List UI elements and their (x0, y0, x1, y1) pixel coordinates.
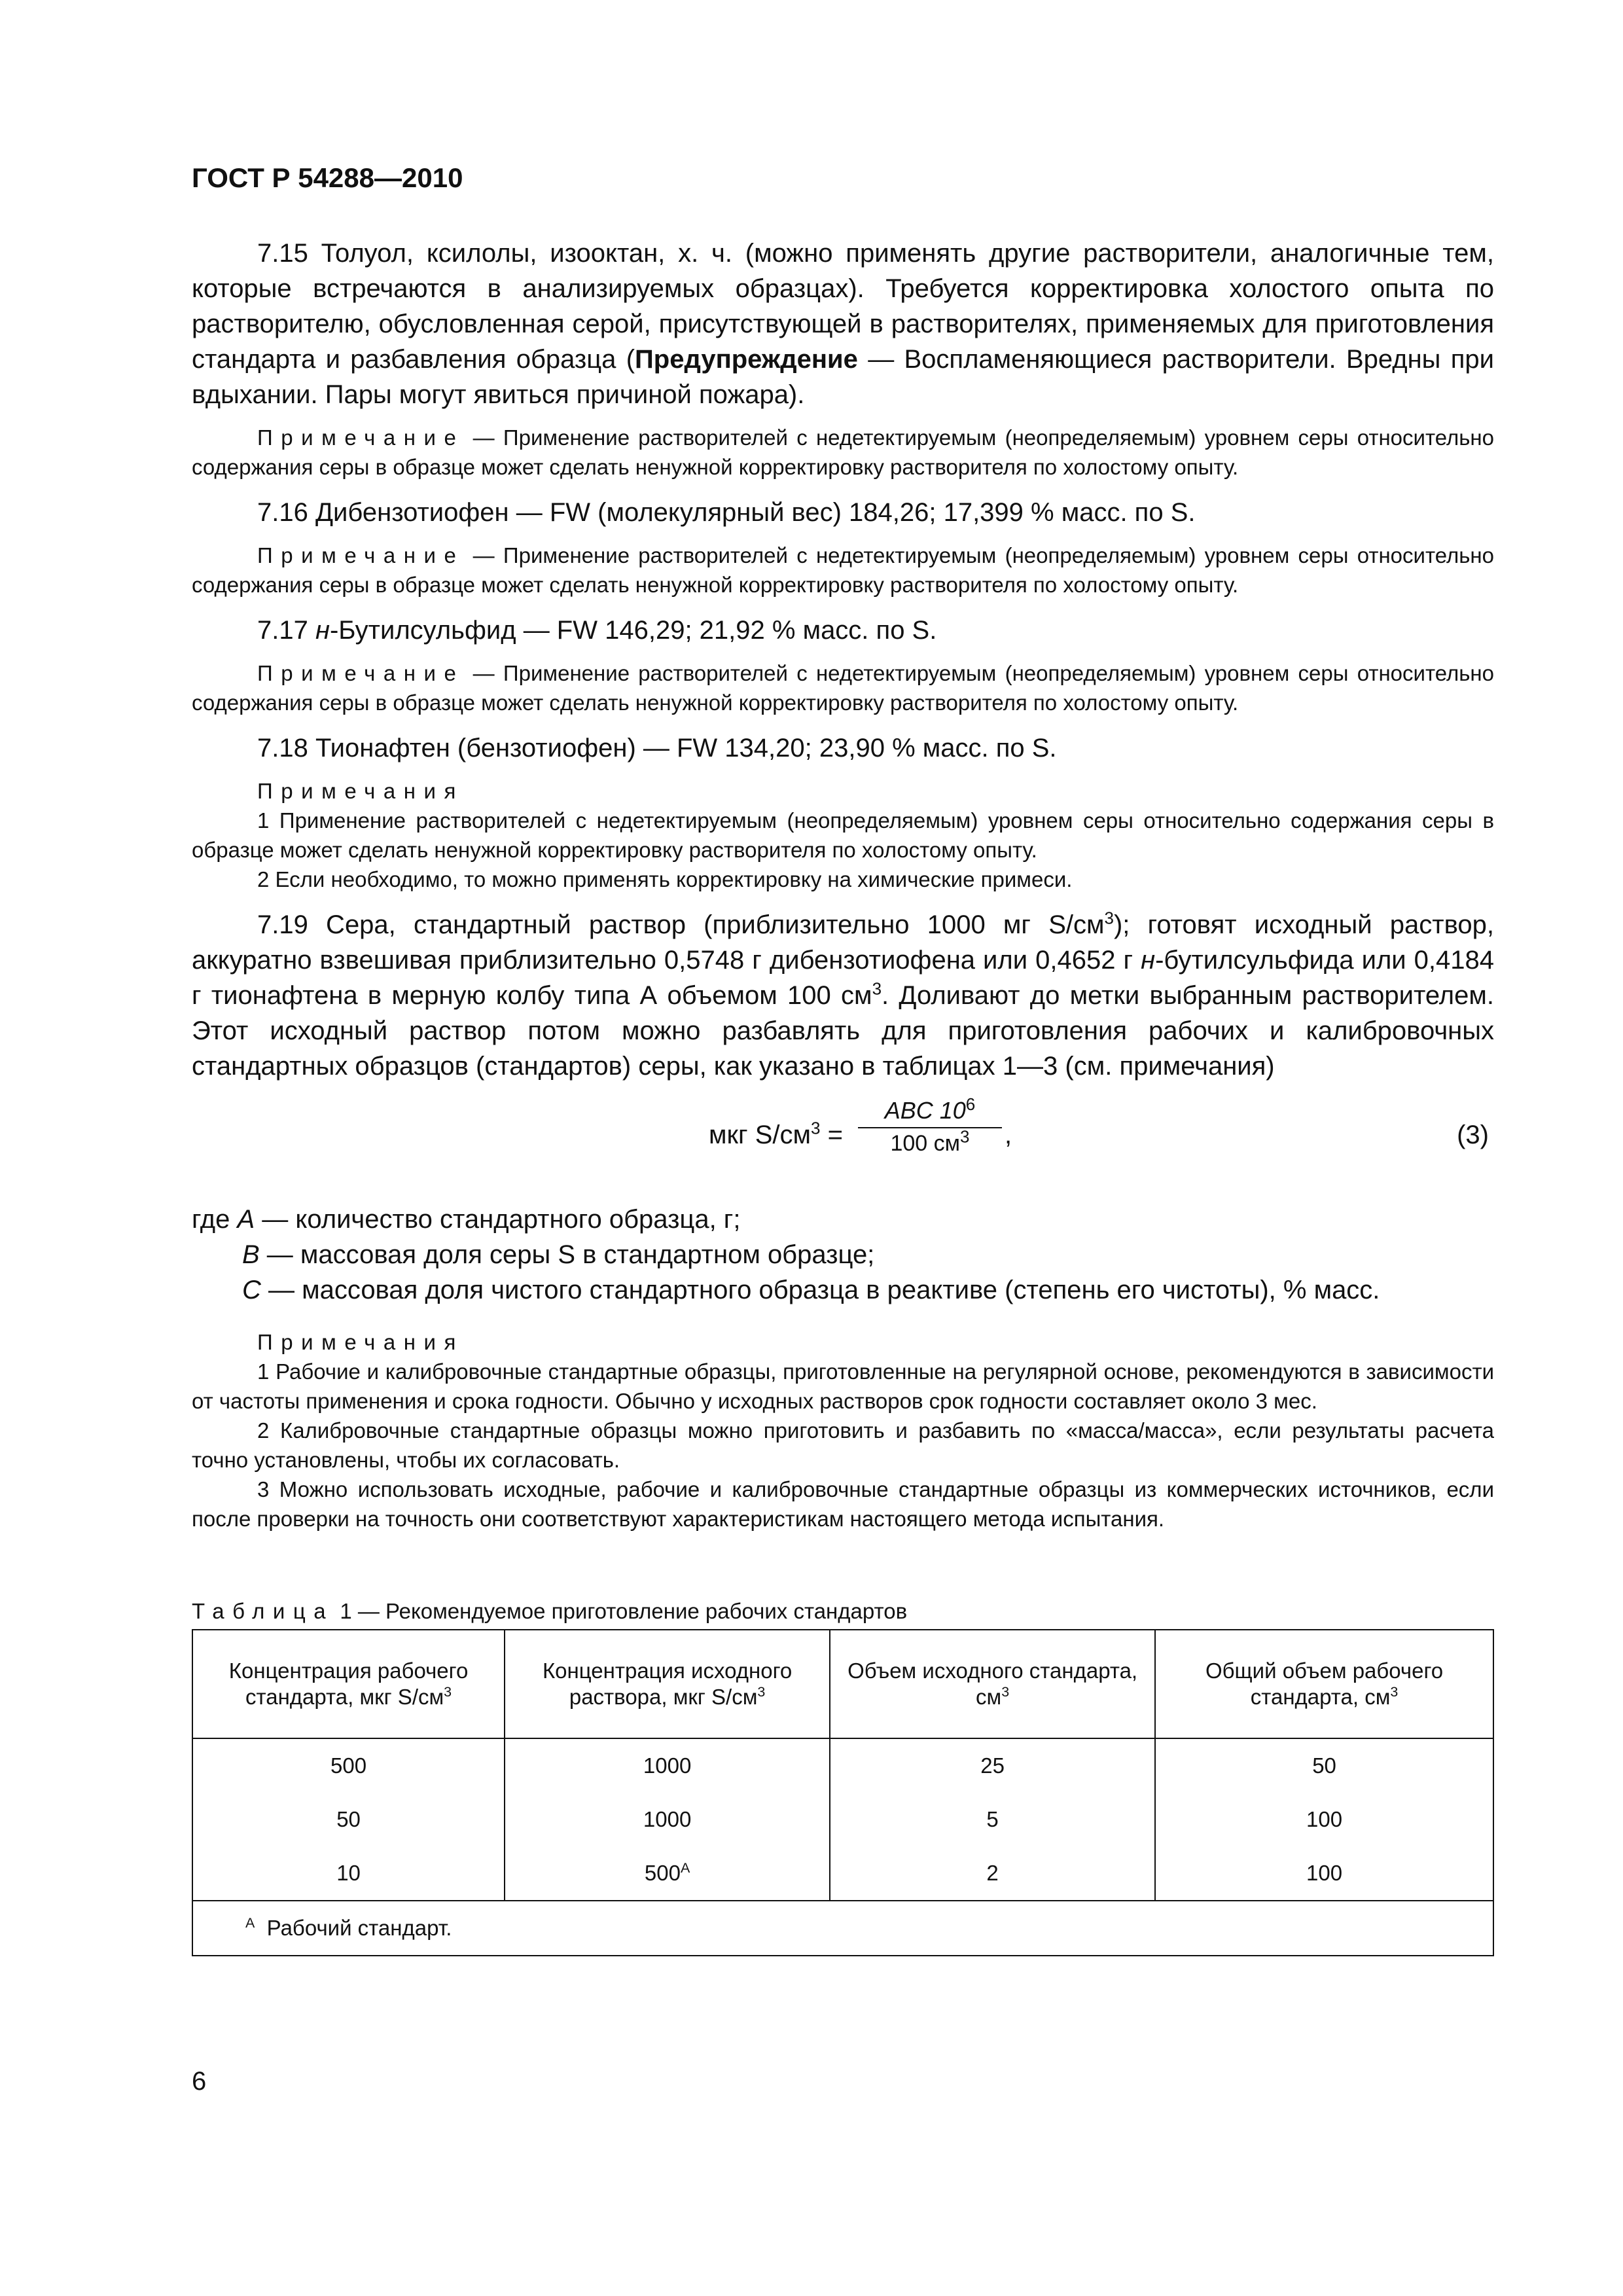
table-header-cell: Объем исходного стандарта, $см^3$ (830, 1630, 1155, 1738)
document-body (192, 236, 1494, 1956)
table-row: 50 1000 5 100 (192, 1793, 1493, 1846)
note-item-2: 2 Если необходимо, то можно применять корректировку на химические примеси. (257, 867, 1073, 891)
formula-numerator: ABC $10^6$ (884, 1094, 976, 1124)
where-c: C — массовая доля чистого стандартного образца в реактиве (степень его чистоты), % масс. (242, 1276, 1380, 1304)
fraction-bar (858, 1127, 1002, 1128)
notes-heading: Примечания (257, 779, 464, 803)
table-header-cell: Концентрация исходного раствора, мкг $S/см^3$ (505, 1630, 830, 1738)
table-row: 500 1000 25 50 (192, 1738, 1493, 1793)
notes-heading: Примечания (257, 1330, 464, 1354)
document-header: ГОСТ Р 54288—2010 (192, 162, 463, 193)
note-item-2: 2 Калибровочные стандартные образцы можно приготовить и разбавить по «масса/масса», если результаты расчета точно установлены, чтобы их согласовать. (192, 1418, 1494, 1472)
section-7-18: 7.18 Тионафтен (бензотиофен) — FW 134,20; 23,90 % масс. по S. (257, 734, 1057, 762)
table-1-caption: Таблица 1 — Рекомендуемое приготовление рабочих стандартов (192, 1599, 908, 1623)
equation-number: (3) (1457, 1121, 1489, 1149)
note-label: Примечание (257, 661, 465, 685)
note-7-17: Примечание — Применение растворителей с недетектируемым (неопределяемым) уровнем серы относительно содержания серы в образце может сделать ненужной корректировку растворителя по холостому опыту. (192, 661, 1494, 715)
table-1 (192, 1629, 1494, 1956)
note-7-15: Примечание — Применение растворителей с недетектируемым (неопределяемым) уровнем серы относительно содержания серы в образце может сделать ненужной корректировку растворителя по холостому опыту. (192, 425, 1494, 479)
table-header-row (192, 1630, 1493, 1738)
warning-label: Предупреждение (635, 345, 858, 374)
note-item-3: 3 Можно использовать исходные, рабочие и калибровочные стандартные образцы из коммерческих источников, если после проверки на точность они соответствуют характеристикам настоящего метода испытания. (192, 1477, 1494, 1531)
table-header-cell: Концентрация рабочего стандарта, мкг $S/см^3$ (192, 1630, 505, 1738)
table-footnote: $^A$ Рабочий стандарт. (192, 1901, 1493, 1956)
note-7-16: Примечание — Применение растворителей с недетектируемым (неопределяемым) уровнем серы относительно содержания серы в образце может сделать ненужной корректировку растворителя по холостому опыту. (192, 543, 1494, 597)
notes-7-19 (192, 1327, 1494, 1534)
formula-fraction (858, 1094, 1002, 1157)
where-block (192, 1202, 1494, 1308)
notes-7-18 (192, 776, 1494, 894)
where-b: B — массовая доля серы S в стандартном образце; (242, 1240, 875, 1269)
section-7-15: 7.15 Толуол, ксилолы, изооктан, х. ч. (можно применять другие растворители, аналогичные тем, которые встречаются в анализируемых образцах). Требуется корректировка холостого опыта по растворителю, обусловленная серой, присутствующей в растворителях, применяемых для приготовления стандарта и разбавления образца (Предупреждение — Воспламеняющиеся растворители. Вредны при вдыхании. Пары могут явиться причиной пожара). (192, 239, 1494, 409)
note-label: Примечание (257, 425, 465, 450)
where-a: где A — количество стандартного образца, г; (192, 1205, 741, 1234)
note-item-1: 1 Рабочие и калибровочные стандартные образцы, приготовленные на регулярной основе, рекомендуются в зависимости от частоты применения и срока годности. Обычно у исходных растворов срок годности составляет около 3 мес. (192, 1359, 1494, 1413)
table-row: 10 $500^A$ 2 100 (192, 1846, 1493, 1901)
table-header-cell: Общий объем рабочего стандарта, $см^3$ (1155, 1630, 1493, 1738)
note-item-1: 1 Применение растворителей с недетектируемым (неопределяемым) уровнем серы относительно содержания серы в образце может сделать ненужной корректировку растворителя по холостому опыту. (192, 808, 1494, 862)
note-label: Примечание (257, 543, 465, 567)
page-number: 6 (192, 2067, 207, 2096)
formula-3: мкг $S/см^3$ = ABC $10^6$ 100 $см^3$ , (3) (709, 1094, 1489, 1156)
table-footnote-row (192, 1901, 1493, 1956)
section-7-17: 7.17 н-Бутилсульфид — FW 146,29; 21,92 % масс. по S. (257, 616, 937, 645)
formula-denominator: 100 $см^3$ (890, 1126, 970, 1156)
section-7-19: 7.19 Сера, стандартный раствор (приблизительно 1000 мг $S/см^3$); готовят исходный раствор, аккуратно взвешивая приблизительно 0,5748 г дибензотиофена или 0,4652 г н-бутилсульфида или 0,4184 г тионафтена в мерную колбу типа А объемом 100 $см^3$. Доливают до метки выбранным растворителем. Этот исходный раствор потом можно разбавлять для приготовления рабочих и калибровочных стандартных образцов (стандартов) серы, как указано в таблицах 1—3 (см. примечания) (192, 908, 1494, 1081)
section-7-16: 7.16 Дибензотиофен — FW (молекулярный вес) 184,26; 17,399 % масс. по S. (257, 498, 1196, 527)
formula-lhs: мкг $S/см^3$ = (709, 1118, 843, 1149)
